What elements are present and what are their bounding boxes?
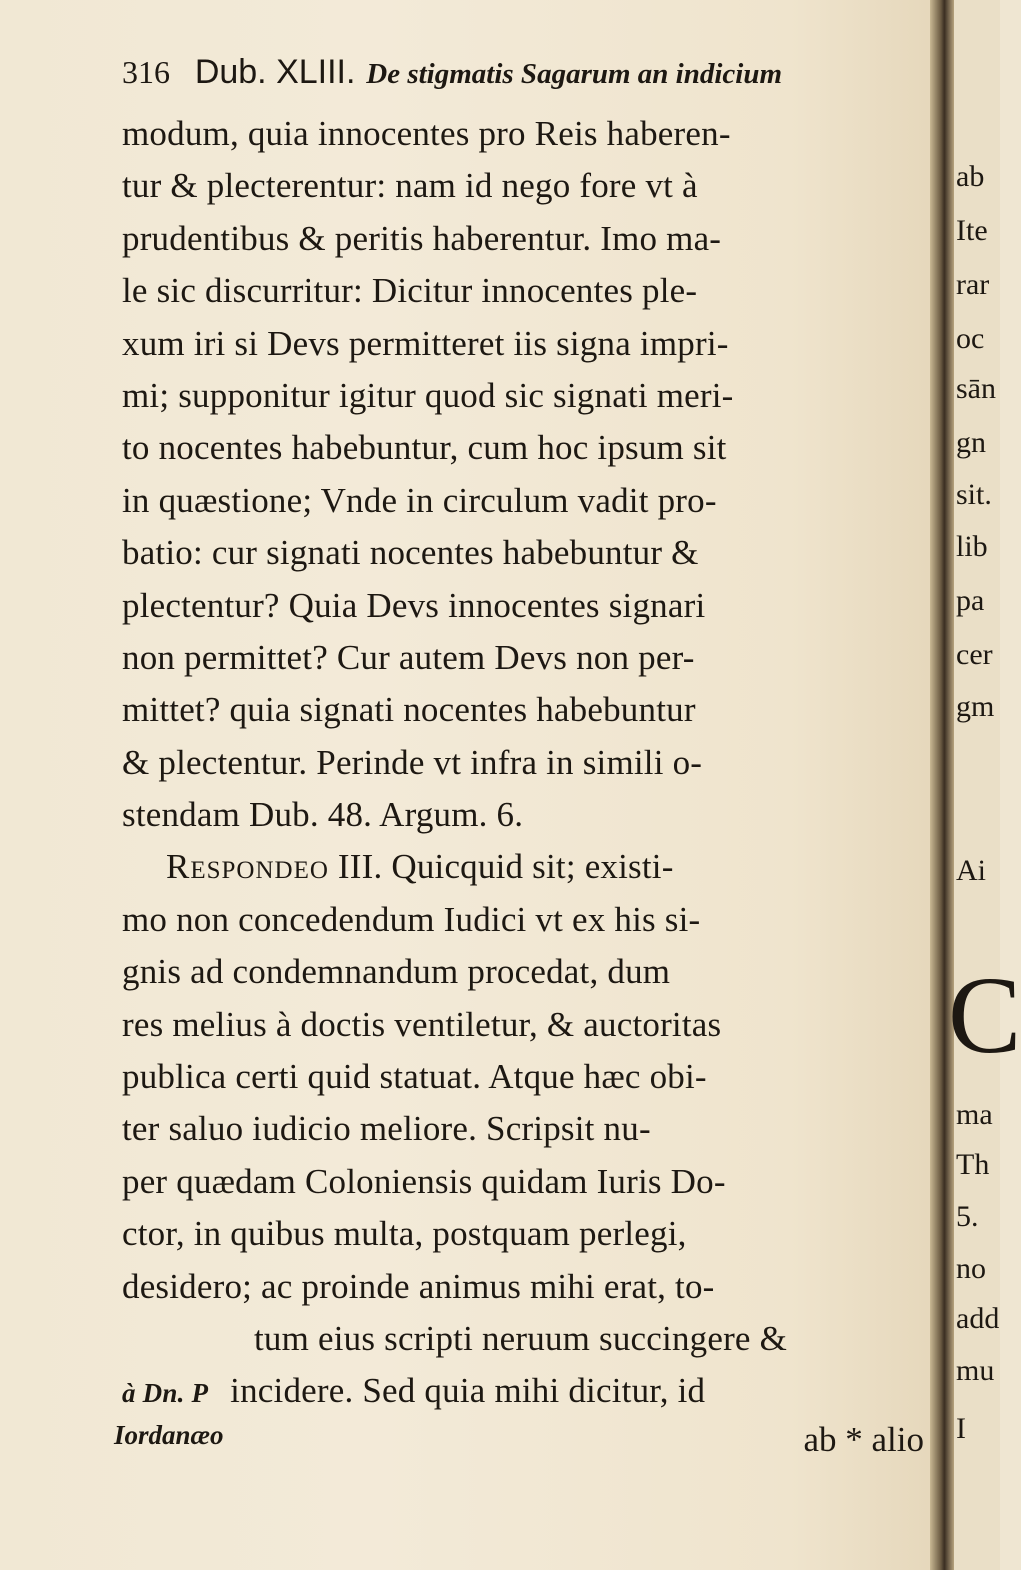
- text-line: tum eius scripti neruum succingere &: [254, 1318, 788, 1358]
- edge-drop-cap: C: [948, 954, 1021, 1076]
- text-line: mittet? quia signati nocentes habebuntur: [122, 690, 696, 730]
- edge-text: ma: [956, 1098, 993, 1131]
- text-line: & plectentur. Perinde vt infra in simili o-: [122, 742, 703, 782]
- text-line: to nocentes habebuntur, cum hoc ipsum sit: [122, 428, 727, 468]
- edge-text: Ai: [956, 854, 986, 887]
- respondeo-heading: Respondeo: [166, 847, 329, 887]
- margin-note-continued: Iordanæo: [114, 1420, 224, 1450]
- text-line: prudentibus & peritis haberentur. Imo ma-: [122, 218, 722, 258]
- running-title: De stigmatis Sagarum an indicium: [366, 58, 783, 90]
- edge-text: Ite: [956, 214, 988, 247]
- edge-text: I: [956, 1412, 966, 1445]
- text-line: stendam Dub. 48. Argum. 6.: [122, 795, 524, 835]
- text-line: desidero; ac proinde animus mihi erat, to-: [122, 1266, 715, 1306]
- text-line: ter saluo iudicio meliore. Scripsit nu-: [122, 1109, 651, 1149]
- text-line: le sic discurritur: Dicitur innocentes ple-: [122, 271, 698, 311]
- edge-text: no: [956, 1252, 986, 1285]
- text-line: tur & plecterentur: nam id nego fore vt à: [122, 166, 698, 206]
- facing-page-edge: [948, 0, 1021, 1570]
- text-line: non permittet? Cur autem Devs non per-: [122, 637, 695, 677]
- edge-text: pa: [956, 584, 985, 617]
- edge-text: rar: [956, 268, 990, 301]
- text-line: per quædam Coloniensis quidam Iuris Do-: [122, 1161, 726, 1201]
- edge-text: ab: [956, 160, 985, 193]
- text-line: gnis ad condemnandum procedat, dum: [122, 952, 671, 992]
- page-number: 316: [122, 54, 170, 90]
- edge-text: add: [956, 1302, 1000, 1335]
- edge-text: 5.: [956, 1200, 979, 1233]
- text-line: res melius à doctis ventiletur, & auctoritas: [122, 1004, 722, 1044]
- text-line: ctor, in quibus multa, postquam perlegi,: [122, 1214, 687, 1254]
- text-line: plectentur? Quia Devs innocentes signari: [122, 585, 706, 625]
- text-line: mi; supponitur igitur quod sic signati meri-: [122, 375, 734, 415]
- catchword-row: [114, 1420, 924, 1470]
- edge-text: mu: [956, 1354, 995, 1387]
- edge-text: cer: [956, 638, 993, 671]
- chapter-label: Dub. XLIII.: [194, 53, 356, 91]
- edge-text: Th: [956, 1148, 990, 1181]
- text-line: xum iri si Devs permitteret iis signa impri-: [122, 323, 729, 363]
- margin-note: à Dn. P: [122, 1378, 209, 1409]
- running-header: [122, 52, 922, 102]
- edge-text: sit.: [956, 478, 992, 511]
- edge-text: sān: [956, 372, 996, 405]
- edge-text: oc: [956, 322, 985, 355]
- respondeo-text: III. Quicquid sit; existi-: [328, 847, 674, 887]
- text-line: in quæstione; Vnde in circulum vadit pro-: [122, 480, 717, 520]
- text-line: batio: cur signati nocentes habebuntur &: [122, 533, 699, 573]
- text-line: publica certi quid statuat. Atque hæc obi-: [122, 1057, 707, 1097]
- main-text-block: [122, 108, 922, 1418]
- margin-note-line: [122, 1365, 922, 1417]
- text-line: incidere. Sed quia mihi dicitur, id: [230, 1371, 706, 1411]
- edge-text: gn: [956, 426, 986, 459]
- edge-text: lib: [956, 530, 988, 563]
- edge-text: gm: [956, 690, 995, 723]
- text-line: modum, quia innocentes pro Reis haberen-: [122, 114, 731, 153]
- book-gutter: [930, 0, 954, 1570]
- catchword: ab * alio: [803, 1420, 924, 1459]
- text-line: mo non concedendum Iudici vt ex his si-: [122, 899, 701, 939]
- respondeo-line: [122, 841, 922, 893]
